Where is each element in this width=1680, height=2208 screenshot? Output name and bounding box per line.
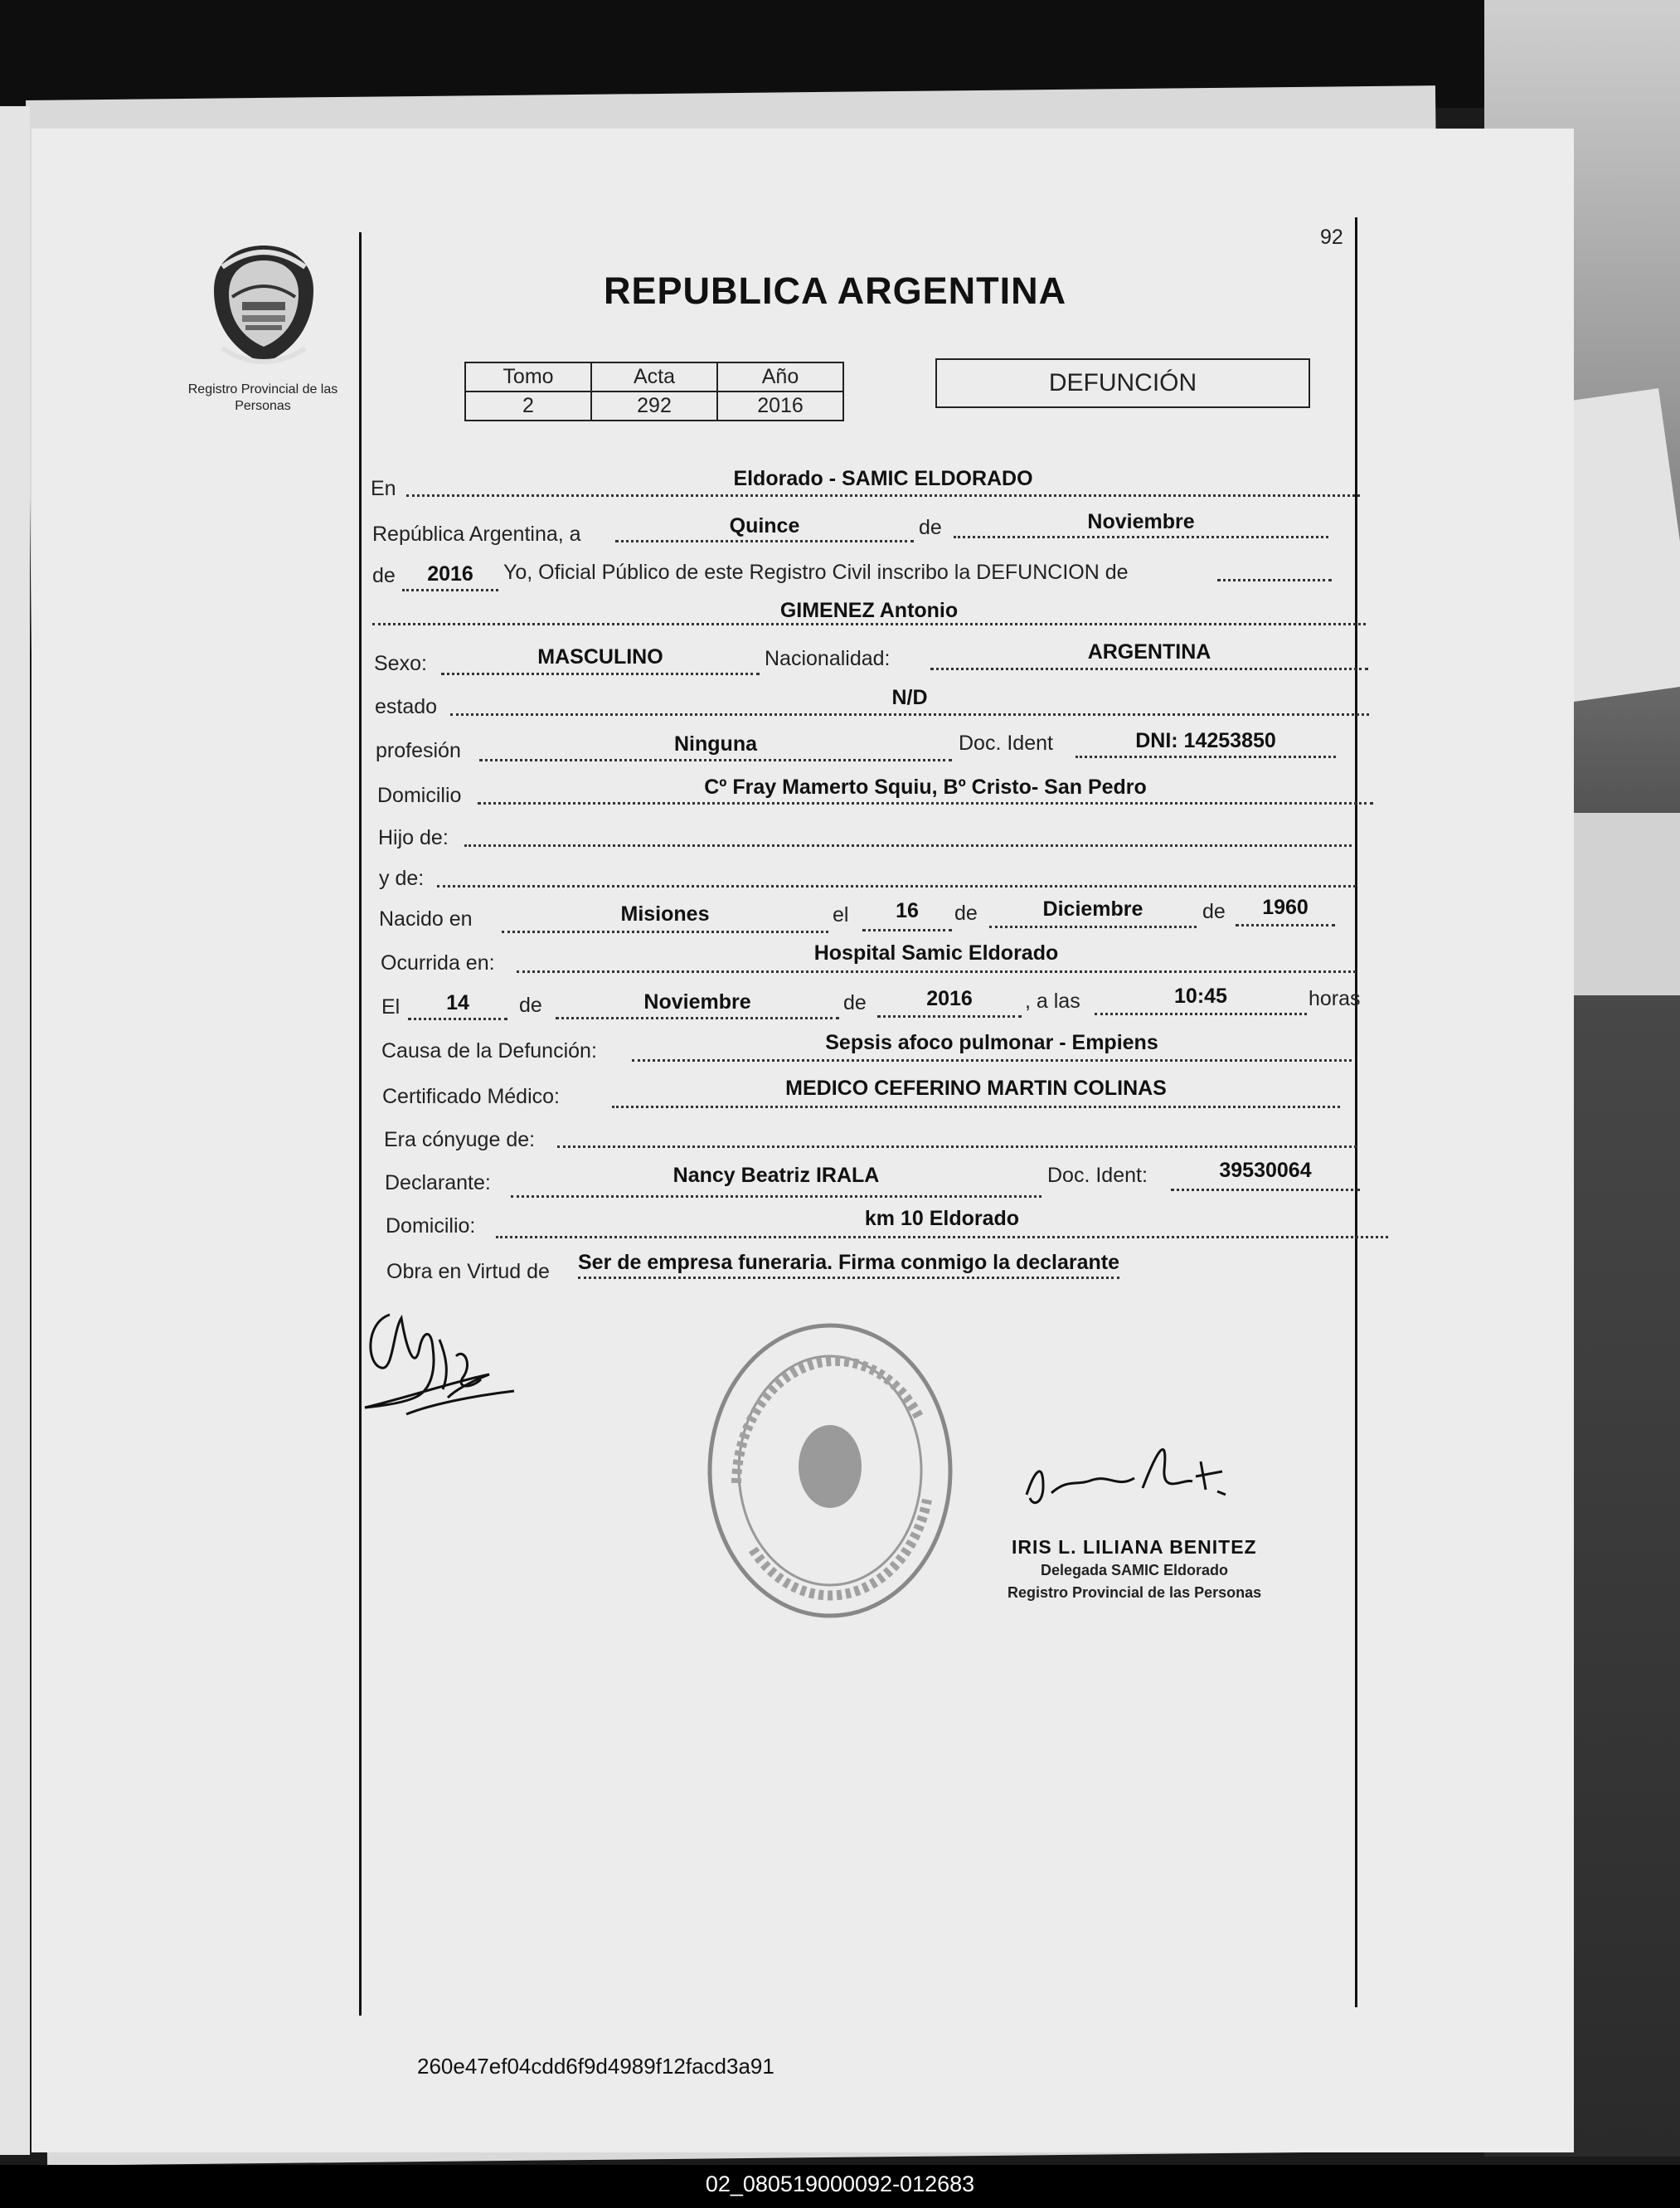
dotted-line [406,494,1360,497]
left-margin-line [359,232,362,2016]
def-anio-value: 2016 [926,987,973,1010]
el-label: el [833,903,849,926]
obra-label: Obra en Virtud de [386,1260,550,1283]
document-title: REPUBLICA ARGENTINA [604,270,1067,312]
registry-header-anio: Año [717,362,843,392]
registry-value-acta: 292 [591,392,717,421]
dotted-line [402,589,498,591]
dotted-line [517,970,1356,973]
estado-label: estado [375,695,438,718]
ocurrida-label: Ocurrida en: [381,951,495,975]
document-page [32,129,1574,2152]
dotted-line [372,623,1366,625]
official-registry: Registro Provincial de las Personas [1008,1584,1262,1601]
dotted-line [502,931,828,933]
dotted-line [511,1195,1042,1198]
dia-value: Quince [729,514,800,537]
de-label: de [1202,900,1226,923]
document-hash: 260e47ef04cdd6f9d4989f12facd3a91 [417,2054,774,2079]
sexo-value: MASCULINO [537,645,663,669]
de-label: de [519,994,542,1017]
page-number: 92 [1320,226,1343,249]
official-signature [1018,1428,1250,1520]
causa-label: Causa de la Defunción: [381,1039,597,1063]
doc-ident-label-2: Doc. Ident: [1047,1164,1148,1187]
dotted-line [450,713,1369,716]
dotted-line [632,1059,1352,1062]
record-type-box: DEFUNCIÓN [935,358,1310,408]
dotted-line [1236,924,1335,926]
dotted-line [479,759,952,761]
inscribo-text: Yo, Oficial Público de este Registro Civil inscribo la DEFUNCION de [503,561,1129,584]
def-mes-value: Noviembre [643,990,751,1014]
de-label: de [843,991,867,1014]
y-de-label: y de: [379,867,425,890]
provincial-crest-logo [207,242,320,367]
nacionalidad-label: Nacionalidad: [765,647,891,670]
official-role: Delegada SAMIC Eldorado [1041,1562,1229,1578]
dotted-line [1075,756,1336,758]
nacido-label: Nacido en [379,907,473,931]
sexo-label: Sexo: [374,652,427,675]
hijo-de-label: Hijo de: [378,826,449,849]
de-label: de [372,564,396,587]
declarante-label: Declarante: [385,1171,491,1194]
domicilio-value: Cº Fray Mamerto Squiu, Bº Cristo- San Pedro [704,776,1147,799]
certificado-label: Certificado Médico: [382,1085,560,1108]
domicilio-label: Domicilio [377,784,462,807]
dotted-line [441,673,760,675]
mes-value: Noviembre [1087,510,1195,533]
dotted-line [930,668,1368,670]
dotted-line [1095,1013,1307,1015]
registry-header-acta: Acta [591,362,717,392]
profesion-value: Ninguna [674,732,757,756]
registry-header-tomo: Tomo [465,362,591,392]
nac-dia-value: 16 [896,899,919,922]
de-label: de [919,516,942,539]
ocurrida-value: Hospital Samic Eldorado [813,941,1059,965]
causa-value: Sepsis afoco pulmonar - Empiens [825,1031,1158,1054]
dotted-line [954,536,1328,538]
nacido-value: Misiones [620,902,710,926]
doc-ident-value-2: 39530064 [1219,1159,1312,1182]
deceased-name: GIMENEZ Antonio [779,599,959,622]
declarante-value: Nancy Beatriz IRALA [672,1164,880,1187]
profesion-label: profesión [376,739,461,762]
dotted-line [496,1236,1388,1238]
estado-value: N/D [891,686,928,709]
domicilio-label-2: Domicilio: [386,1214,476,1238]
agency-caption: Registro Provincial de las Personas [187,382,338,413]
hora-value: 10:45 [1174,985,1227,1008]
declarant-signature [357,1298,531,1435]
dotted-line [862,929,952,931]
nac-mes-value: Diciembre [1042,897,1143,921]
def-dia-value: 14 [446,991,469,1014]
nacionalidad-value: ARGENTINA [1087,640,1211,664]
doc-ident-label: Doc. Ident [959,732,1053,755]
dotted-line [408,1018,507,1020]
obra-value: Ser de empresa funeraria. Firma conmigo la declarante [578,1251,1119,1279]
dotted-line [556,1017,839,1019]
dotted-line [1217,579,1332,581]
dotted-line [557,1145,1357,1148]
footer-id: 02_080519000092-012683 [705,2172,975,2196]
el-label: El [381,995,401,1019]
domicilio-value-2: km 10 Eldorado [864,1207,1020,1230]
dotted-line [1171,1189,1360,1191]
horas-label: horas [1309,987,1361,1010]
nac-anio-value: 1960 [1262,896,1309,919]
official-stamp [703,1317,957,1624]
en-value: Eldorado - SAMIC ELDORADO [733,467,1033,490]
doc-ident-value: DNI: 14253850 [1135,729,1276,752]
certificado-value: MEDICO CEFERINO MARTIN COLINAS [785,1077,1167,1100]
dotted-line [877,1015,1022,1018]
republica-label: República Argentina, a [372,523,581,546]
dotted-line [464,844,1352,847]
de-label: de [954,902,978,925]
anio-value: 2016 [427,562,473,586]
registry-value-anio: 2016 [717,392,843,421]
registry-table [464,362,844,421]
previous-page-edge [0,106,30,2155]
dotted-line [615,540,914,542]
official-name: IRIS L. LILIANA BENITEZ [1012,1536,1257,1558]
conyuge-label: Era cónyuge de: [384,1128,536,1151]
dotted-line [612,1106,1340,1108]
a-las-label: , a las [1025,990,1080,1013]
en-label: En [371,477,396,500]
dotted-line [437,885,1356,888]
dotted-line [989,926,1197,928]
dotted-line [478,802,1373,805]
registry-value-tomo: 2 [465,392,591,421]
